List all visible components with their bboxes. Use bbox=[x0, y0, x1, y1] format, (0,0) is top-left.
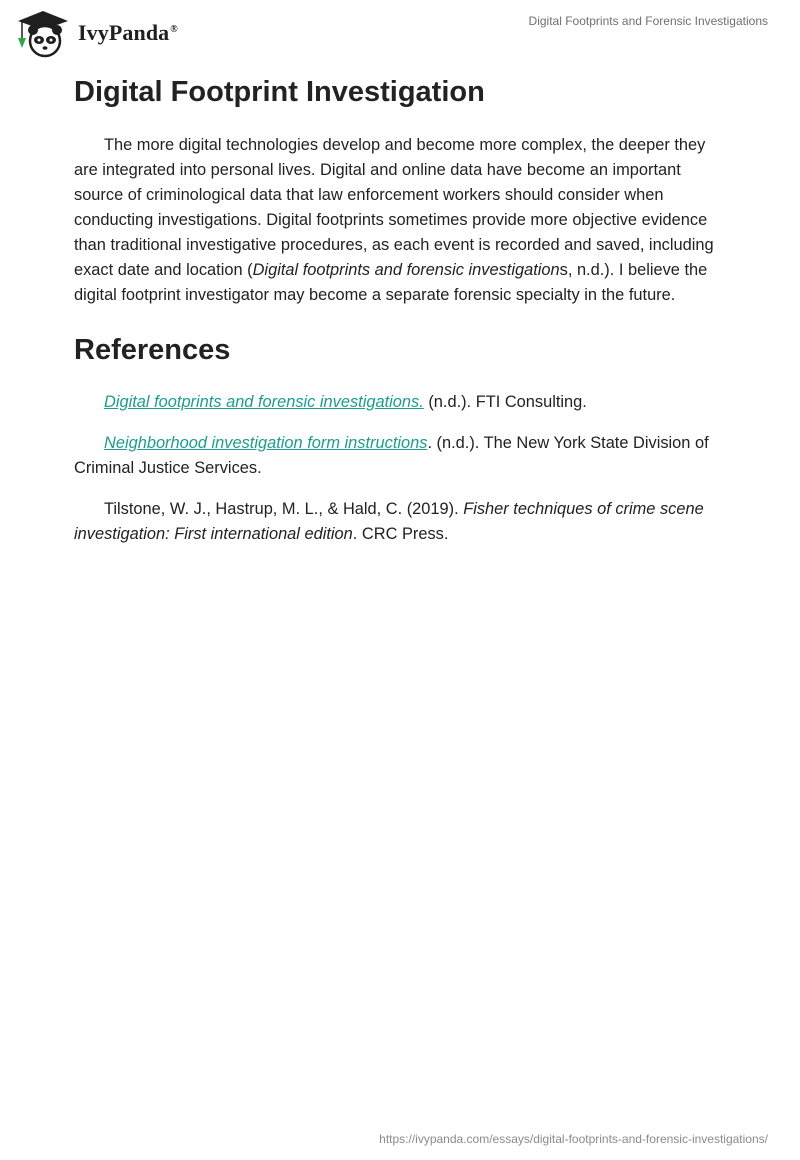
reference-list bbox=[74, 390, 726, 547]
reference-authors: Tilstone, W. J., Hastrup, M. L., & Hald, C. (2019). bbox=[104, 500, 464, 518]
reference-rest: . (n.d.). The New York State Division of Criminal Justice Services. bbox=[74, 434, 709, 477]
panda-graduate-icon bbox=[14, 8, 72, 58]
brand-name-text: IvyPanda bbox=[78, 20, 170, 45]
reference-item bbox=[74, 390, 726, 415]
brand-name bbox=[78, 20, 178, 46]
reference-link-nys[interactable]: Neighborhood investigation form instructions bbox=[104, 434, 428, 452]
references-heading: References bbox=[74, 334, 231, 366]
reference-title: Fisher techniques of crime scene investigation: First international edition bbox=[74, 500, 704, 543]
paragraph-text-1: The more digital technologies develop and become more complex, the deeper they are integrated into personal lives. Digital and online data have become an important source of criminological data that law enforcement workers should consider when conducting investigations. Digital footprints sometimes provide more objective evidence than traditional investigative procedures, as each event is recorded and saved, including exact date and location ( bbox=[74, 136, 714, 279]
running-title: Digital Footprints and Forensic Investigations bbox=[528, 14, 768, 28]
reference-rest: (n.d.). FTI Consulting. bbox=[423, 393, 587, 411]
reference-rest: . CRC Press. bbox=[352, 525, 449, 543]
reference-item bbox=[74, 497, 726, 547]
registered-mark: ® bbox=[170, 23, 178, 35]
reference-item bbox=[74, 431, 726, 481]
brand-logo[interactable] bbox=[14, 8, 178, 58]
paragraph-text-2: s, n.d.). I believe the digital footprint investigator may become a separate forensic specialty in the future. bbox=[74, 261, 708, 304]
body-paragraph bbox=[74, 133, 726, 308]
footer-url[interactable]: https://ivypanda.com/essays/digital-footprints-and-forensic-investigations/ bbox=[379, 1132, 768, 1146]
reference-link-fti[interactable]: Digital footprints and forensic investigations. bbox=[104, 393, 424, 411]
main-content bbox=[74, 72, 726, 563]
inline-citation: Digital footprints and forensic investigation bbox=[252, 261, 560, 279]
section-title: Digital Footprint Investigation bbox=[74, 76, 485, 108]
